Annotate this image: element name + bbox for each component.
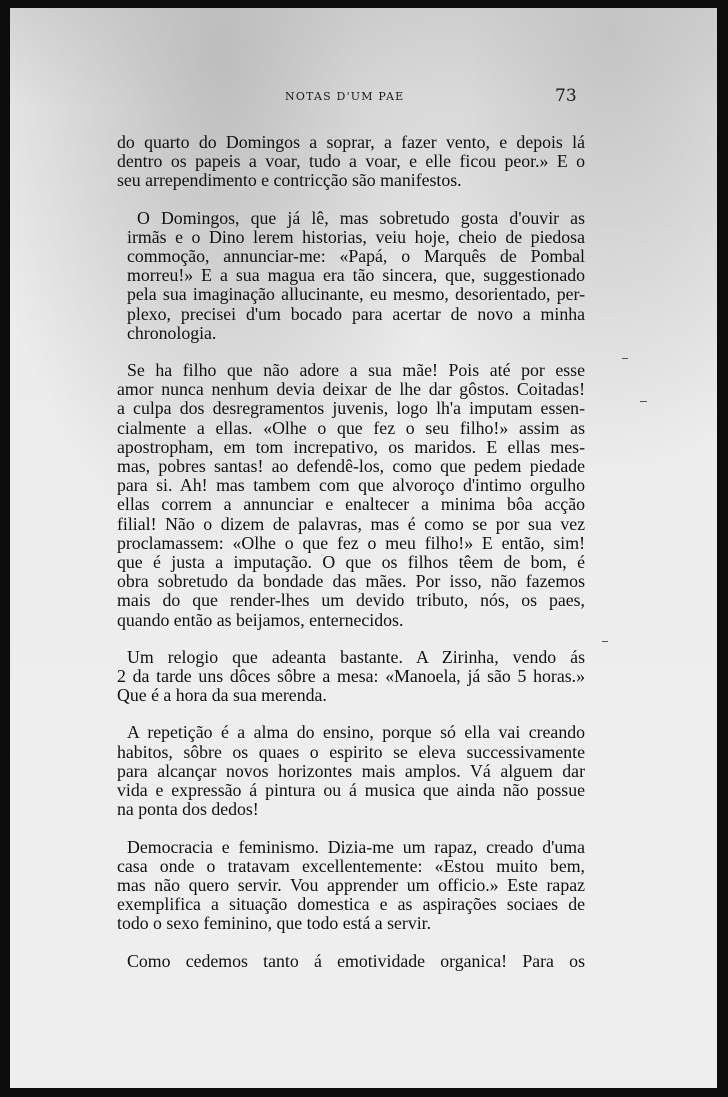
paragraph [117, 133, 585, 191]
text-line: morreu!» E a sua magua era tão sincera, que, suggestionado [127, 265, 585, 286]
text-line: na ponta dos dedos! [117, 799, 259, 820]
paragraph [117, 952, 585, 971]
text-line: habitos, sôbre os quaes o espirito se eleva successivamente [117, 741, 585, 762]
text-line: cialmente a ellas. «Olhe o que fez o seu filho!» assim as [117, 417, 585, 438]
text-line: amor nunca nenhum devia deixar de lhe dar gôstos. Coitadas! [117, 379, 585, 400]
text-line: que é justa a imputação. O que os filhos têem de bom, é [117, 552, 585, 573]
text-line: casa onde o tratavam excellentemente: «Estou muito bem, [117, 855, 585, 876]
margin-mark [602, 641, 608, 642]
text-line: pela sua imaginação allucinante, eu mesmo, desorientado, per- [127, 284, 585, 305]
text-line: mais do que render-lhes um devido tributo, nós, os paes, [117, 590, 585, 611]
text-line: O Domingos, que já lê, mas sobretudo gosta d'ouvir as [137, 207, 585, 228]
text-line: quando então as beijamos, enternecidos. [117, 609, 404, 630]
text-line: a culpa dos desregramentos juvenis, logo lh'a imputam essen- [117, 398, 585, 419]
book-page [10, 8, 717, 1088]
body-text [117, 133, 585, 971]
text-line: obra sobretudo da bondade das mães. Por isso, não fazemos [117, 571, 585, 592]
page-title: NOTAS D'UM PAE [285, 90, 405, 103]
text-line: do quarto do Domingos a soprar, a fazer vento, e depois lá [117, 132, 585, 152]
text-line: para alcançar novos horizontes mais amplos. Vá alguem dar [117, 760, 585, 781]
text-line: vida e expressão á pintura ou á musica que ainda não possue [117, 780, 585, 801]
running-header [10, 86, 717, 114]
text-line: Que é a hora da sua merenda. [117, 685, 327, 706]
text-line: Um relogio que adeanta bastante. A Zirinha, vendo ás [127, 646, 585, 667]
paragraph [117, 361, 585, 630]
page-number: 73 [555, 86, 577, 106]
text-line: proclamassem: «Olhe o que fez o meu filho!» E então, sim! [117, 532, 585, 553]
text-line: apostropham, em tom increpativo, os maridos. E ellas mes- [117, 436, 585, 457]
text-line: mas não quero servir. Vou apprender um officio.» Este rapaz [117, 874, 585, 895]
text-line: seu arrependimento e contricção são manifestos. [117, 170, 462, 191]
text-line: mas, pobres santas! ao defendê-los, como que pedem piedade [117, 456, 585, 477]
text-line: dentro os papeis a voar, tudo a voar, e elle ficou peor.» E o [117, 151, 585, 172]
text-line: para si. Ah! mas tambem com que alvoroço d'intimo orgulho [117, 475, 585, 496]
text-line: irmãs e o Dino lerem historias, veiu hoje, cheio de piedosa [127, 226, 585, 247]
paragraph [117, 723, 585, 819]
margin-mark [622, 358, 628, 359]
text-line: plexo, precisei d'um bocado para acertar de novo a minha [127, 303, 585, 324]
text-line: Democracia e feminismo. Dizia-me um rapaz, creado d'uma [127, 836, 585, 857]
text-line: ellas correm a annunciar e enaltecer a minima bôa acção [117, 494, 585, 515]
text-line: commoção, annunciar-me: «Papá, o Marquês de Pombal [127, 246, 585, 267]
text-line: Se ha filho que não adore a sua mãe! Pois até por esse [127, 360, 585, 381]
text-line: filial! Não o dizem de palavras, mas é como se por sua vez [117, 513, 585, 534]
margin-mark [640, 401, 647, 402]
paragraph [117, 648, 585, 706]
text-line: Como cedemos tanto á emotividade organica! Para os [127, 950, 585, 971]
paragraph [117, 838, 585, 934]
text-line: todo o sexo feminino, que todo está a servir. [117, 913, 432, 934]
text-line: 2 da tarde uns dôces sôbre a mesa: «Manoela, já são 5 horas.» [117, 666, 585, 687]
text-line: exemplifica a situação domestica e as aspirações sociaes de [117, 894, 585, 915]
text-line: A repetição é a alma do ensino, porque só ella vai creando [127, 722, 585, 743]
paragraph [117, 209, 585, 343]
text-line: chronologia. [127, 322, 217, 343]
